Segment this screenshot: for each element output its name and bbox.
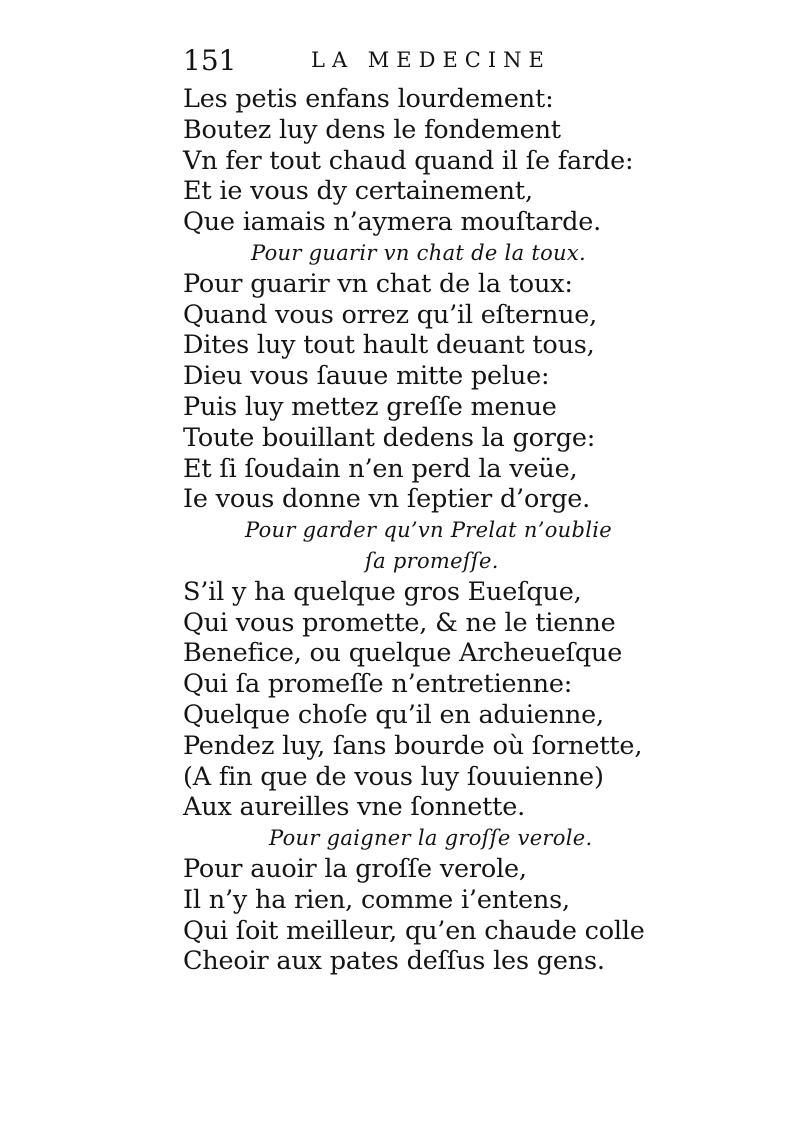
verse-line: S’il y ha quelque gros Eueſque,	[183, 576, 582, 607]
verse-line: Et ie vous dy certainement,	[183, 176, 533, 207]
section-heading: Pour guarir vn chat de la toux.	[251, 240, 586, 265]
verse-line: Pendez luy, ſans bourde où ſornette,	[183, 730, 643, 761]
poem-text	[183, 84, 653, 977]
verse-line: Aux aureilles vne ſonnette.	[183, 792, 526, 823]
verse-line: Quand vous orrez qu’il eſternue,	[183, 299, 598, 330]
verse-line: (A fin que de vous luy ſouuienne)	[183, 761, 604, 792]
page-header	[183, 44, 583, 80]
verse-line: Pour guarir vn chat de la toux:	[183, 268, 573, 299]
verse-line: Que iamais n’aymera mouſtarde.	[183, 207, 602, 238]
running-title: LA MEDECINE	[311, 48, 551, 72]
verse-line: Qui ſoit meilleur, qu’en chaude colle	[183, 915, 645, 946]
page-number: 151	[183, 44, 237, 77]
verse-line: Pour auoir la groſſe verole,	[183, 853, 527, 884]
verse-line: Cheoir aux pates deſſus les gens.	[183, 946, 605, 977]
verse-line: Les petis enfans lourdement:	[183, 84, 554, 114]
verse-line: Qui ſa promeſſe n’entretienne:	[183, 669, 573, 700]
verse-line: Vn fer tout chaud quand il ſe farde:	[183, 145, 634, 176]
verse-line: Il n’y ha rien, comme i’entens,	[183, 884, 570, 915]
section-heading: Pour garder qu’vn Prelat n’oublie	[245, 518, 612, 543]
section-heading: Pour gaigner la groſſe verole.	[269, 826, 593, 851]
verse-line: Ie vous donne vn ſeptier d’orge.	[183, 484, 591, 515]
verse-line: Dieu vous ſauue mitte pelue:	[183, 361, 550, 392]
verse-line: Quelque choſe qu’il en aduienne,	[183, 699, 604, 730]
verse-line: Dites luy tout hault deuant tous,	[183, 330, 595, 361]
verse-line: Benefice, ou quelque Archeueſque	[183, 638, 623, 669]
verse-line: Qui vous promette, & ne le tienne	[183, 607, 616, 638]
verse-line: Boutez luy dens le fondement	[183, 114, 561, 145]
verse-line: Et ſi ſoudain n’en perd la veüe,	[183, 453, 578, 484]
section-heading: ſa promeſſe.	[365, 548, 499, 573]
verse-line: Puis luy mettez greſſe menue	[183, 391, 557, 422]
verse-line: Toute bouillant dedens la gorge:	[183, 422, 596, 453]
